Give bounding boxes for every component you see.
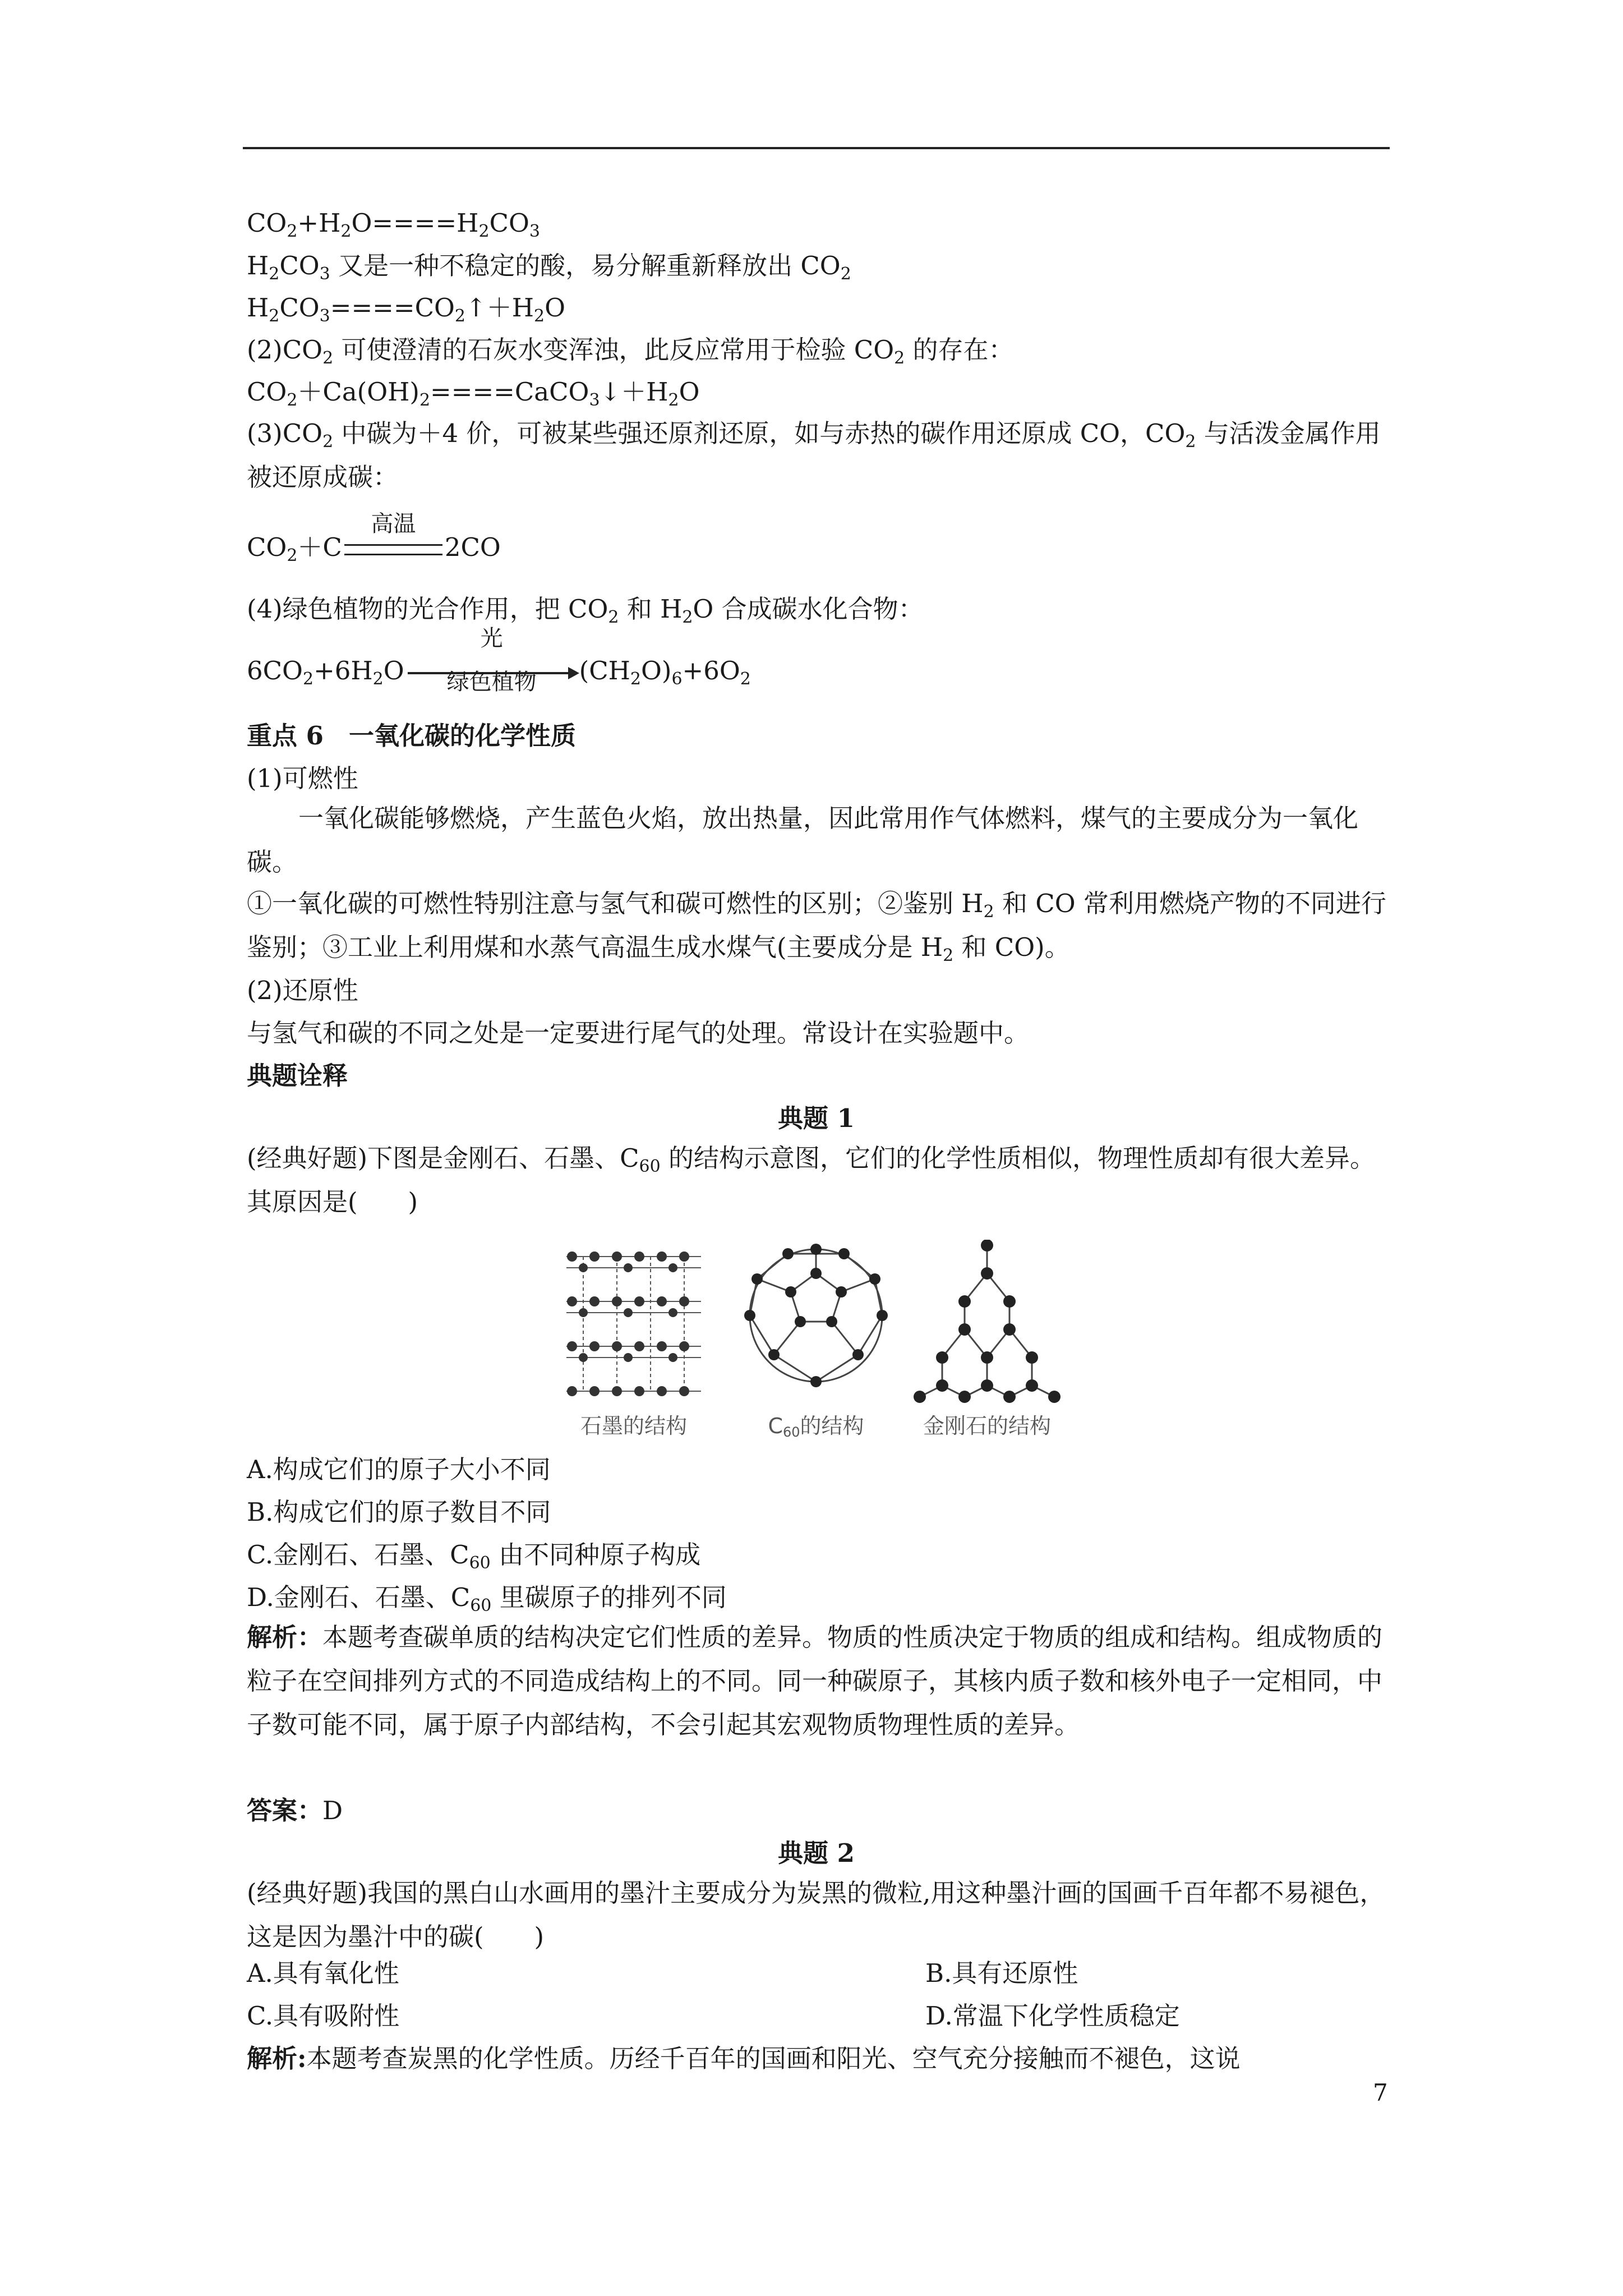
- text-line-4: $(2)CO_2$ 可使澄清的石灰水变浑浊，此反应常用于检验 $CO_2$ 的存在：: [247, 335, 1014, 368]
- example-1-question: (经典好题)下图是金刚石、石墨、$C_{60}$ 的结构示意图，它们的化学性质相似，物理性质却有很大差异。其原因是( ): [247, 1143, 1376, 1217]
- c60-structure-image: [744, 1244, 888, 1387]
- paragraph-notes: ①一氧化碳的可燃性特别注意与氢气和碳可燃性的区别；②鉴别 $H_2$ 和 CO 常利用燃烧产物的不同进行鉴别；③工业上利用煤和水蒸气高温生成水煤气(主要成分是 $H_2$ 和 CO)。: [247, 889, 1386, 965]
- text-line-2: $H_2CO_3$ 又是一种不稳定的酸，易分解重新释放出 $CO_2$: [247, 251, 851, 284]
- equation-line-7: $CO_2+C$ 高温 2CO: [247, 511, 501, 565]
- example-2-analysis: 解析:本题考查炭黑的化学性质。历经千百年的国画和阳光、空气充分接触而不褪色，这说: [247, 2044, 1241, 2073]
- equation-line-1: $CO_2+H_2O====H_2CO_3$: [247, 208, 540, 241]
- option-a: A.具有氧化性: [247, 1958, 399, 1988]
- caption-c60: C60的结构: [768, 1414, 864, 1440]
- page-number: 7: [1373, 2079, 1388, 2106]
- diamond-structure-image: [914, 1240, 1061, 1403]
- option-d: D.常温下化学性质稳定: [925, 2001, 1180, 2031]
- subheading-reducibility: (2)还原性: [247, 976, 358, 1005]
- example-1-answer: 答案：D: [247, 1796, 343, 1825]
- carbon-structures-figure: [561, 1240, 1077, 1442]
- text-line-6: $(3)CO_2$ 中碳为＋4 价，可被某些强还原剂还原，如与赤热的碳作用还原成 CO，$CO_2$ 与活泼金属作用被还原成碳：: [247, 418, 1381, 492]
- equation-line-9: $6CO_2+6H_2O$ 光 绿色植物 $(CH_2O)_6+6O_2$: [247, 625, 751, 695]
- option-c: C.金刚石、石墨、$C_{60}$ 由不同种原子构成: [247, 1540, 701, 1573]
- option-d: D.金刚石、石墨、$C_{60}$ 里碳原子的排列不同: [247, 1582, 727, 1616]
- paragraph-flammability: 一氧化碳能够燃烧，产生蓝色火焰，放出热量，因此常用作气体燃料，煤气的主要成分为一氧化碳。: [247, 803, 1359, 877]
- caption-diamond: 金刚石的结构: [923, 1414, 1052, 1438]
- option-b: B.具有还原性: [925, 1958, 1078, 1988]
- equation-line-3: $H_2CO_3====CO_2↑+H_2O$: [247, 293, 565, 326]
- option-c: C.具有吸附性: [247, 2001, 400, 2031]
- paragraph-reducibility: 与氢气和碳的不同之处是一定要进行尾气的处理。常设计在实验题中。: [247, 1018, 1030, 1048]
- example-2-question: (经典好题)我国的黑白山水画用的墨汁主要成分为炭黑的微粒,用这种墨汁画的国画千百年都不易褪色，这是因为墨汁中的碳( ): [247, 1878, 1385, 1952]
- examples-heading: 典题诠释: [247, 1061, 348, 1091]
- example-1-title: 典题 1: [778, 1103, 855, 1133]
- subheading-flammability: (1)可燃性: [247, 763, 358, 793]
- section-title: 重点 6 一氧化碳的化学性质: [247, 721, 576, 751]
- header-rule: [243, 147, 1390, 149]
- option-a: A.构成它们的原子大小不同: [247, 1455, 551, 1484]
- equation-line-5: $CO_2+Ca(OH)_2====CaCO_3↓+H_2O$: [247, 377, 700, 410]
- example-2-title: 典题 2: [778, 1838, 855, 1868]
- caption-graphite: 石墨的结构: [580, 1414, 688, 1438]
- example-1-analysis: 解析：本题考查碳单质的结构决定它们性质的差异。物质的性质决定于物质的组成和结构。组成物质的粒子在空间排列方式的不同造成结构上的不同。同一种碳原子，其核内质子数和核外电子一定相同，中子数可能不同，属于原子内部结构，不会引起其宏观物质物理性质的差异。: [247, 1622, 1383, 1740]
- text-line-8: (4)绿色植物的光合作用，把 $CO_2$ 和 $H_2O$ 合成碳水化合物：: [247, 594, 924, 627]
- graphite-structure-image: [566, 1251, 701, 1396]
- option-b: B.构成它们的原子数目不同: [247, 1497, 551, 1527]
